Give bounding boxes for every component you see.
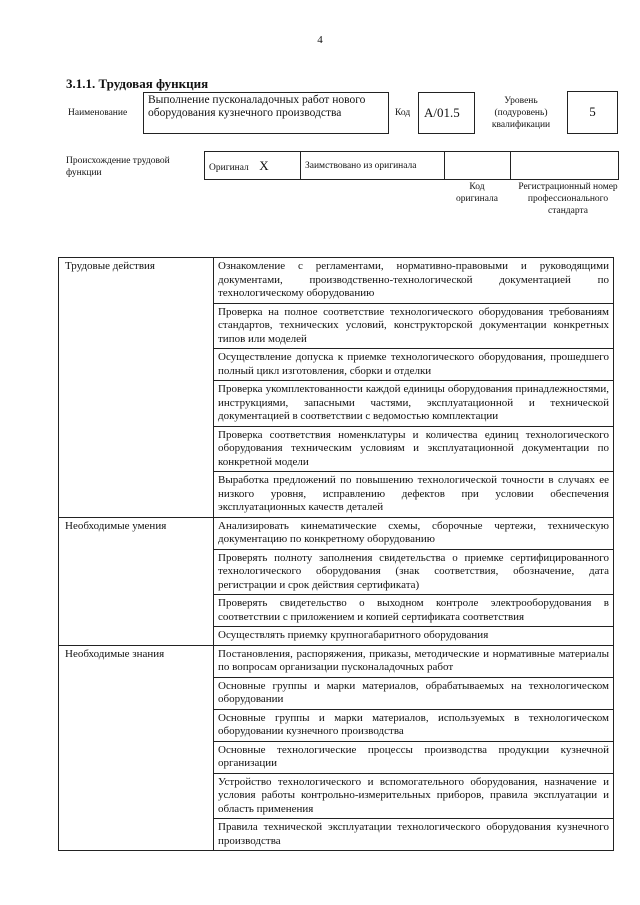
code-label: Код [395, 108, 411, 118]
level-value: 5 [589, 104, 596, 119]
origin-label-text: Происхождение трудовой функции [66, 156, 170, 178]
code-original-cell [445, 152, 511, 180]
item-cell: Проверять полноту заполнения свидетельства о приемке сертифицированного технологического оборудования (знак соответствия, обозначение, дата регистрации и срок действия сертификата) [214, 549, 614, 595]
item-cell: Проверка укомплектованности каждой единицы оборудования принадлежностями, инструкциями, запасными частями, эксплуатационной и технической документацией в соответствии с ведомостью комплектации [214, 381, 614, 427]
item-cell: Осуществлять приемку крупногабаритного оборудования [214, 627, 614, 646]
level-label [483, 95, 559, 131]
table-row [59, 645, 614, 677]
page-number: 4 [317, 34, 323, 46]
main-table [58, 257, 614, 851]
level-box [567, 91, 618, 134]
item-cell: Ознакомление с регламентами, нормативно-правовыми и руководящими документами, производственно-технологической документацией по технологическому оборудованию [214, 258, 614, 304]
origin-table [204, 151, 619, 180]
reg-number-caption: Регистрационный номер профессионального стандарта [518, 182, 618, 216]
name-label: Наименование [68, 108, 128, 118]
original-mark: Х [259, 157, 269, 173]
borrowed-label: Заимствовано из оригинала [305, 160, 417, 171]
code-original-caption: Код оригинала [456, 182, 498, 204]
origin-label [66, 155, 196, 179]
item-cell: Основные технологические процессы производства продукции кузнечной организации [214, 741, 614, 773]
table-row [59, 517, 614, 549]
category-cell: Необходимые знания [59, 645, 214, 851]
code-box [418, 92, 475, 134]
item-cell: Устройство технологического и вспомогательного оборудования, назначение и условия работы контрольно-измерительных приборов, правила эксплуатации и область применения [214, 773, 614, 819]
item-cell: Основные группы и марки материалов, используемых в технологическом оборудовании кузнечного производства [214, 709, 614, 741]
original-cell [205, 152, 301, 180]
reg-number-cell [511, 152, 619, 180]
item-cell: Проверять свидетельство о выходном контроле электрооборудования в соответствии с приложением и копией сертификата соответствия [214, 595, 614, 627]
category-cell: Трудовые действия [59, 258, 214, 518]
function-name-box [143, 92, 389, 134]
main-table-body [59, 258, 614, 851]
category-cell: Необходимые умения [59, 517, 214, 645]
borrowed-cell [301, 152, 445, 180]
function-name-value: Выполнение пусконаладочных работ нового оборудования кузнечного производства [148, 94, 366, 119]
item-cell: Правила технической эксплуатации технологического оборудования кузнечного производства [214, 819, 614, 851]
item-cell: Проверка соответствия номенклатуры и количества единиц технологического оборудования техническим условиям и эксплуатационной документации по конкретной модели [214, 426, 614, 472]
section-title: 3.1.1. Трудовая функция [66, 76, 209, 91]
code-value: А/01.5 [424, 105, 460, 120]
item-cell: Проверка на полное соответствие технологического оборудования требованиям стандартов, технических условий, конструкторской документации конкретных типов или моделей [214, 303, 614, 349]
item-cell: Выработка предложений по повышению технологической точности в случаях ее низкого уровня, исправлению дефектов при условии обеспечения эксплуатационных качеств деталей [214, 472, 614, 518]
original-label: Оригинал [209, 162, 249, 173]
item-cell: Осуществление допуска к приемке технологического оборудования, прошедшего полный цикл изготовления, сборки и отделки [214, 349, 614, 381]
item-cell: Основные группы и марки материалов, обрабатываемых на технологическом оборудовании [214, 677, 614, 709]
table-row [59, 258, 614, 304]
item-cell: Анализировать кинематические схемы, сборочные чертежи, техническую документацию по конкретному оборудованию [214, 517, 614, 549]
level-label-text: Уровень (подуровень) квалификации [491, 96, 551, 130]
item-cell: Постановления, распоряжения, приказы, методические и нормативные материалы по вопросам организации пусконаладочных работ [214, 645, 614, 677]
